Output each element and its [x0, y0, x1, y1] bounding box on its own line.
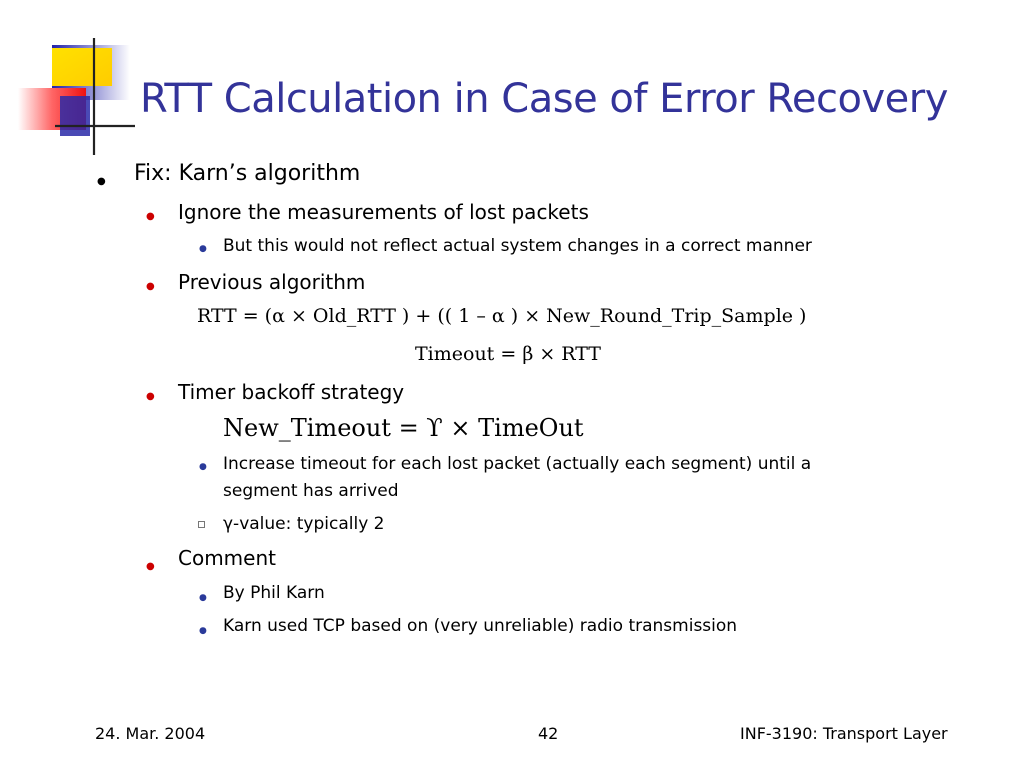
bullet: ●: [146, 211, 155, 222]
bullet-by: By Phil Karn: [223, 583, 325, 603]
bullet: ●: [199, 462, 207, 472]
formula-rtt: RTT = (α × Old_RTT ) + (( 1 – α ) × New_Round_Trip_Sample ): [197, 305, 807, 327]
bullet-increase-line2: segment has arrived: [223, 481, 399, 501]
bullet-karn-used: Karn used TCP based on (very unreliable) radio transmission: [223, 616, 738, 636]
bullet-fix: Fix: Karn’s algorithm: [134, 161, 361, 186]
bullet-increase-line1: Increase timeout for each lost packet (actually each segment) until a: [223, 454, 812, 474]
bullet: ●: [146, 561, 155, 572]
footer-course: INF-3190: Transport Layer: [740, 724, 948, 743]
bullet: ●: [199, 593, 207, 603]
bullet-gamma: γ-value: typically 2: [223, 514, 385, 534]
footer-page-number: 42: [538, 724, 559, 743]
square-bullet: [198, 521, 205, 528]
formula-timeout: Timeout = β × RTT: [415, 343, 601, 365]
formula-new-timeout: New_Timeout = ϒ × TimeOut: [223, 414, 584, 442]
bullet: ●: [97, 176, 106, 187]
bullet-comment: Comment: [178, 546, 276, 570]
bullet-previous: Previous algorithm: [178, 270, 366, 294]
bullet: ●: [146, 281, 155, 292]
bullet: ●: [146, 391, 155, 402]
bullet-backoff: Timer backoff strategy: [178, 380, 405, 404]
decorative-logo: [0, 0, 140, 160]
slide-title: RTT Calculation in Case of Error Recovery: [140, 76, 948, 122]
bullet-ignore-detail: But this would not reflect actual system changes in a correct manner: [223, 236, 812, 256]
footer-date: 24. Mar. 2004: [95, 724, 206, 743]
bullet: ●: [199, 244, 207, 254]
bullet-ignore: Ignore the measurements of lost packets: [178, 200, 589, 224]
bullet: ●: [199, 626, 207, 636]
